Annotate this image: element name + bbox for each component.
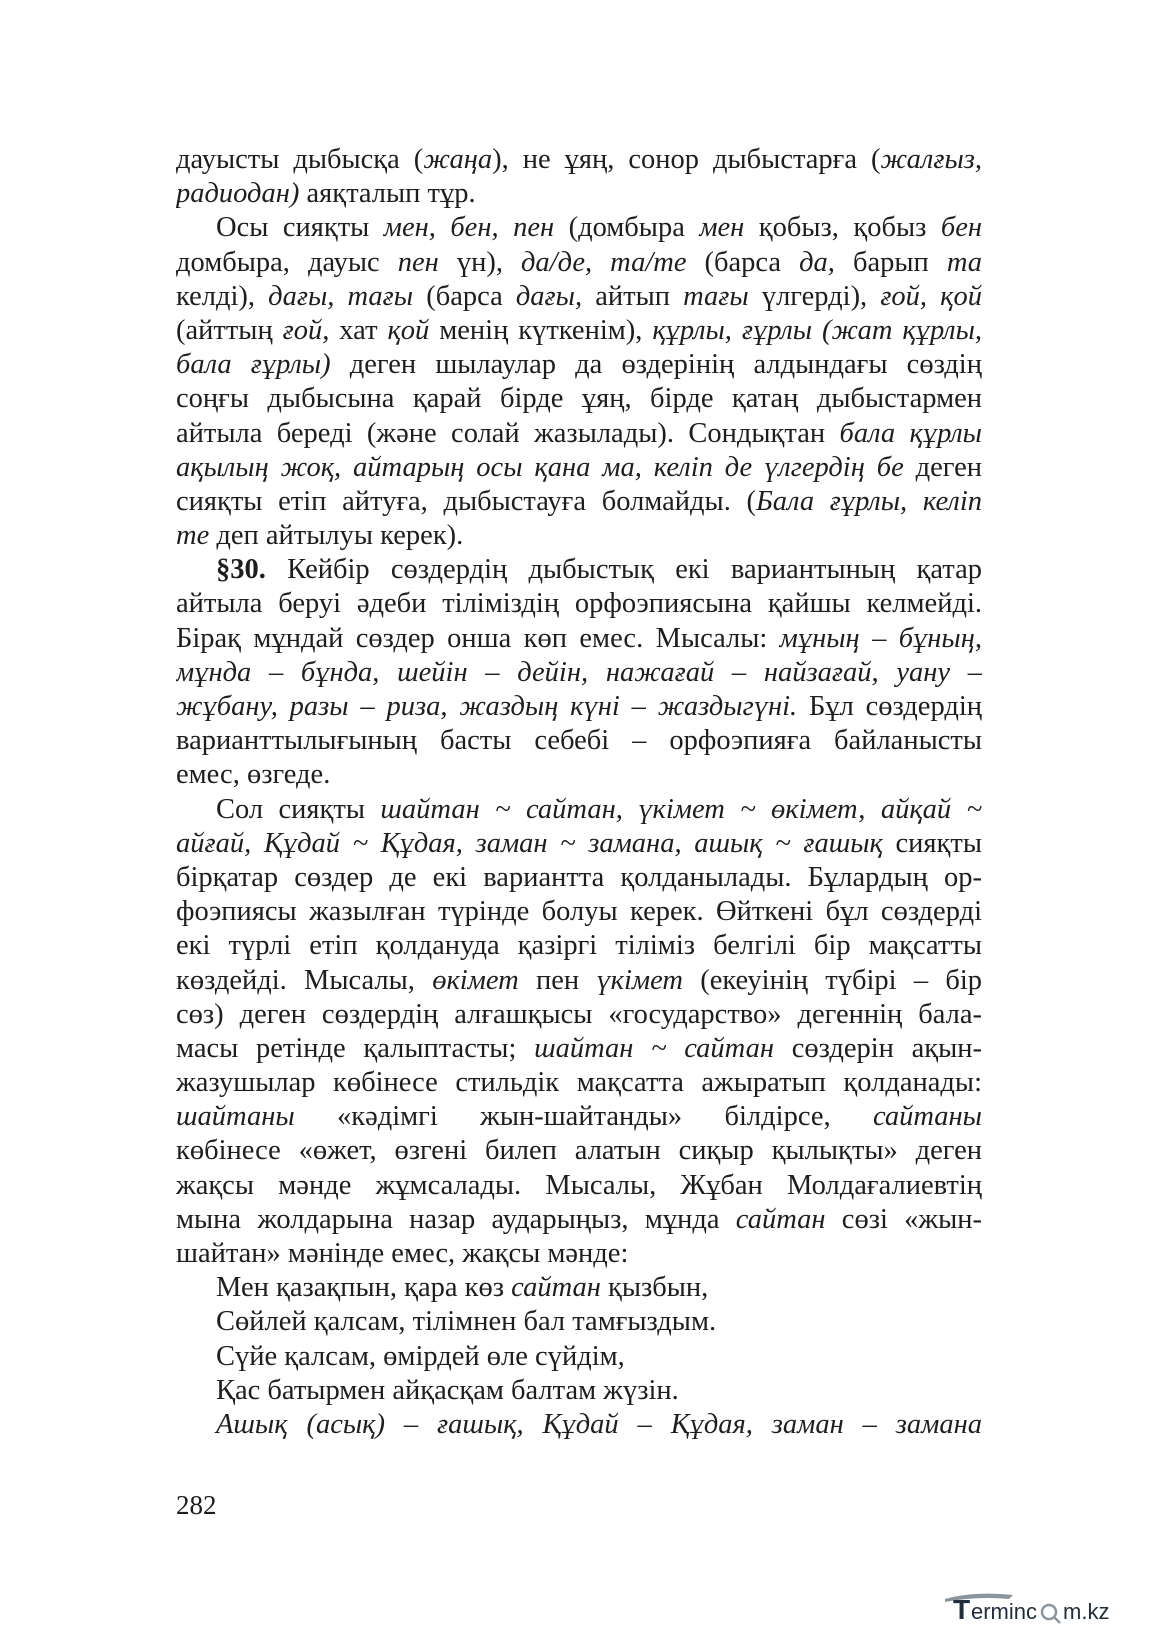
italic-term: үкімет bbox=[596, 964, 683, 996]
italic-term: шайтан ~ сайтан bbox=[534, 1032, 774, 1064]
text-line bbox=[176, 929, 982, 963]
text-line bbox=[176, 656, 982, 690]
text-run: екі түрлі етіп қолдануда қазіргі тіліміз белгілі бір мақсатты bbox=[176, 930, 982, 962]
text-line bbox=[176, 622, 982, 656]
text-run: сөз) деген сөздердің алғашқысы «государство» дегеннің бала- bbox=[176, 998, 982, 1030]
text-run: хат bbox=[329, 314, 388, 346]
text-run: жазушылар көбінесе стильдік мақсатта ажыратып қолданады: bbox=[176, 1067, 982, 1099]
italic-term: ғой, bbox=[282, 314, 330, 346]
text-line bbox=[176, 177, 982, 211]
text-run: келді), bbox=[176, 280, 269, 312]
watermark-text-a: T bbox=[953, 1594, 971, 1625]
text-run: үн), bbox=[438, 246, 521, 278]
italic-term: Ашық (асық) – ғашық, Құдай – Құдая, заман – замана bbox=[216, 1408, 982, 1440]
text-run: (барса bbox=[413, 280, 516, 312]
italic-term: сайтан bbox=[735, 1203, 826, 1235]
site-watermark bbox=[943, 1585, 1143, 1629]
text-run: пен bbox=[518, 964, 597, 996]
text-line bbox=[176, 451, 982, 485]
italic-term: қой bbox=[387, 314, 430, 346]
text-run: «кәдімгі жын-шайтанды» білдірсе, bbox=[294, 1101, 873, 1133]
text-run: Осы сияқты bbox=[216, 212, 384, 244]
italic-term: жалғыз, bbox=[880, 144, 982, 175]
italic-term: дағы, bbox=[515, 280, 583, 312]
text-line bbox=[176, 1237, 982, 1271]
verse-line bbox=[176, 1305, 982, 1339]
text-run: дауысты дыбысқа ( bbox=[176, 144, 424, 175]
italic-term: мұнда – бұнда, шейін – дейін, нажағай – найзағай, уану – bbox=[176, 656, 982, 688]
text-line bbox=[176, 998, 982, 1032]
text-run: қобыз, қобыз bbox=[744, 212, 941, 244]
watermark-text-b: erminc bbox=[971, 1599, 1038, 1624]
italic-term: мен, бен, пен bbox=[383, 212, 555, 244]
text-run: ), не ұяң, сонор дыбыстарға ( bbox=[492, 144, 881, 175]
italic-term: да, bbox=[799, 246, 835, 278]
italic-term: радиодан) bbox=[176, 178, 300, 210]
text-line bbox=[176, 211, 982, 245]
watermark-text-c: m.kz bbox=[1063, 1599, 1110, 1624]
text-line bbox=[176, 758, 982, 792]
text-run: деген bbox=[903, 451, 982, 483]
text-run: Кейбір сөздердің дыбыстық екі вариантының қатар bbox=[265, 554, 982, 586]
text-run: Сүйе қалсам, өмірдей өле сүйдім, bbox=[216, 1340, 625, 1372]
text-run: айтыла береді (және солай жазылады). Сондықтан bbox=[176, 417, 840, 449]
page-number: 282 bbox=[176, 1490, 217, 1520]
text-run: мына жолдарына назар аударыңыз, мұнда bbox=[176, 1203, 736, 1235]
text-line bbox=[176, 280, 982, 314]
italic-term: ғой, қой bbox=[880, 280, 982, 312]
text-line bbox=[176, 1032, 982, 1066]
text-run: Қас батырмен айқасқам балтам жүзін. bbox=[216, 1374, 679, 1406]
text-run: Бұл сөздердің bbox=[797, 691, 982, 722]
italic-term: бала құрлы bbox=[839, 417, 982, 449]
italic-term: айғай, Құдай ~ Құдая, заман ~ замана, ашық ~ ғашық bbox=[176, 827, 883, 859]
text-line bbox=[176, 793, 982, 827]
text-run: қызбын, bbox=[600, 1272, 709, 1304]
italic-term: бен bbox=[940, 212, 982, 244]
text-line bbox=[176, 314, 982, 348]
text-run: шайтан» мәнінде емес, жақсы мәнде: bbox=[176, 1238, 629, 1269]
italic-term: бала ғұрлы) bbox=[176, 349, 331, 381]
text-run: сияқты bbox=[882, 827, 982, 859]
text-run: көбінесе «өжет, өзгені билеп алатын сиқыр қылықты» деген bbox=[176, 1135, 982, 1167]
text-run: соңғы дыбысына қарай бірде ұяң, бірде қатаң дыбыстармен bbox=[176, 383, 982, 415]
body-text bbox=[176, 143, 982, 1442]
italic-term: та bbox=[946, 246, 982, 278]
text-line bbox=[176, 861, 982, 895]
text-run: барып bbox=[834, 246, 947, 278]
italic-term: жұбану, разы – риза, жаздың күні – жаздыгүні. bbox=[176, 691, 798, 722]
text-line bbox=[176, 895, 982, 929]
italic-term: құрлы, ғұрлы (жат құрлы, bbox=[652, 314, 982, 346]
text-line bbox=[176, 690, 982, 724]
text-line bbox=[176, 519, 982, 553]
text-run: айтыла беруі әдеби тіліміздің орфоэпиясына қайшы келмейді. bbox=[176, 588, 982, 620]
text-line bbox=[176, 587, 982, 621]
text-line bbox=[176, 724, 982, 758]
text-run: Бірақ мұндай сөздер онша көп емес. Мысалы: bbox=[176, 622, 780, 654]
text-run: емес, өзгеде. bbox=[176, 759, 331, 791]
text-run: көздейді. Мысалы, bbox=[176, 964, 433, 996]
text-line bbox=[176, 246, 982, 280]
text-run: бірқатар сөздер де екі вариантта қолданылады. Бұлардың ор- bbox=[176, 861, 982, 893]
section-number: §30. bbox=[216, 554, 266, 586]
italic-term: Бала ғұрлы, келіп bbox=[756, 485, 982, 517]
magnifier-icon bbox=[1042, 1605, 1060, 1623]
italic-term: жаңа bbox=[423, 144, 493, 175]
italic-term: сайтаны bbox=[872, 1101, 982, 1133]
text-run: сияқты етіп айтуға, дыбыстауға болмайды. ( bbox=[176, 485, 756, 517]
text-run: деп айтылуы керек). bbox=[209, 520, 464, 552]
text-line bbox=[176, 827, 982, 861]
text-line bbox=[176, 382, 982, 416]
italic-term: сайтан bbox=[511, 1272, 601, 1304]
text-line bbox=[176, 485, 982, 519]
italic-term: шайтаны bbox=[176, 1101, 295, 1133]
text-run: Сол сияқты bbox=[216, 793, 381, 825]
text-run: варианттылығының басты себебі – орфоэпияға байланысты bbox=[176, 725, 982, 757]
text-line bbox=[176, 1203, 982, 1237]
text-run: (домбыра bbox=[554, 212, 700, 244]
text-run: фоэпиясы жазылған түрінде болуы керек. Өйткені бұл сөздерді bbox=[176, 896, 982, 928]
text-line bbox=[176, 143, 982, 177]
text-run: аяқталып тұр. bbox=[299, 178, 476, 210]
italic-term: тағы bbox=[683, 280, 749, 312]
text-run: (барса bbox=[686, 246, 800, 278]
text-run: масы ретінде қалыптасты; bbox=[176, 1032, 535, 1064]
text-run: деген шылаулар да өздерінің алдындағы сөздің bbox=[330, 349, 982, 381]
text-run: Сөйлей қалсам, тілімнен бал тамғыздым. bbox=[216, 1306, 717, 1338]
text-run: Мен қазақпын, қара көз bbox=[216, 1272, 512, 1304]
text-run: айтып bbox=[582, 280, 684, 312]
text-line bbox=[176, 553, 982, 587]
text-line bbox=[176, 417, 982, 451]
text-line bbox=[176, 348, 982, 382]
italic-term: мен bbox=[699, 212, 745, 244]
text-run: сөзі «жын- bbox=[825, 1203, 982, 1235]
text-line bbox=[176, 1066, 982, 1100]
text-run: (екеуінің түбірі – бір bbox=[682, 964, 982, 996]
text-run: үлгерді), bbox=[748, 280, 881, 312]
verse-line bbox=[176, 1374, 982, 1408]
verse-line bbox=[176, 1271, 982, 1305]
text-run: сөздерін ақын- bbox=[773, 1032, 982, 1064]
italic-term: да/де, та/те bbox=[521, 246, 687, 278]
italic-term: шайтан ~ сайтан, үкімет ~ өкімет, айқай ~ bbox=[380, 793, 982, 825]
text-run: домбыра, дауыс bbox=[176, 246, 398, 278]
italic-term: өкімет bbox=[432, 964, 519, 996]
text-run: жақсы мәнде жұмсалады. Мысалы, Жұбан Молдағалиевтің bbox=[176, 1169, 982, 1201]
text-run: менің күткенім), bbox=[429, 314, 653, 346]
text-line bbox=[176, 1169, 982, 1203]
italic-term: те bbox=[176, 520, 210, 552]
text-run: (айттың bbox=[176, 314, 283, 346]
italic-term: дағы, тағы bbox=[268, 280, 414, 312]
italic-term: ақылың жоқ, айтарың осы қана ма, келіп де үлгердің бе bbox=[176, 451, 904, 483]
italic-term: мұның – бұның, bbox=[779, 622, 982, 654]
text-line bbox=[176, 1100, 982, 1134]
text-line bbox=[176, 964, 982, 998]
verse-line bbox=[176, 1340, 982, 1374]
italic-term: пен bbox=[397, 246, 439, 278]
text-line bbox=[176, 1134, 982, 1168]
text-line bbox=[176, 1408, 982, 1442]
